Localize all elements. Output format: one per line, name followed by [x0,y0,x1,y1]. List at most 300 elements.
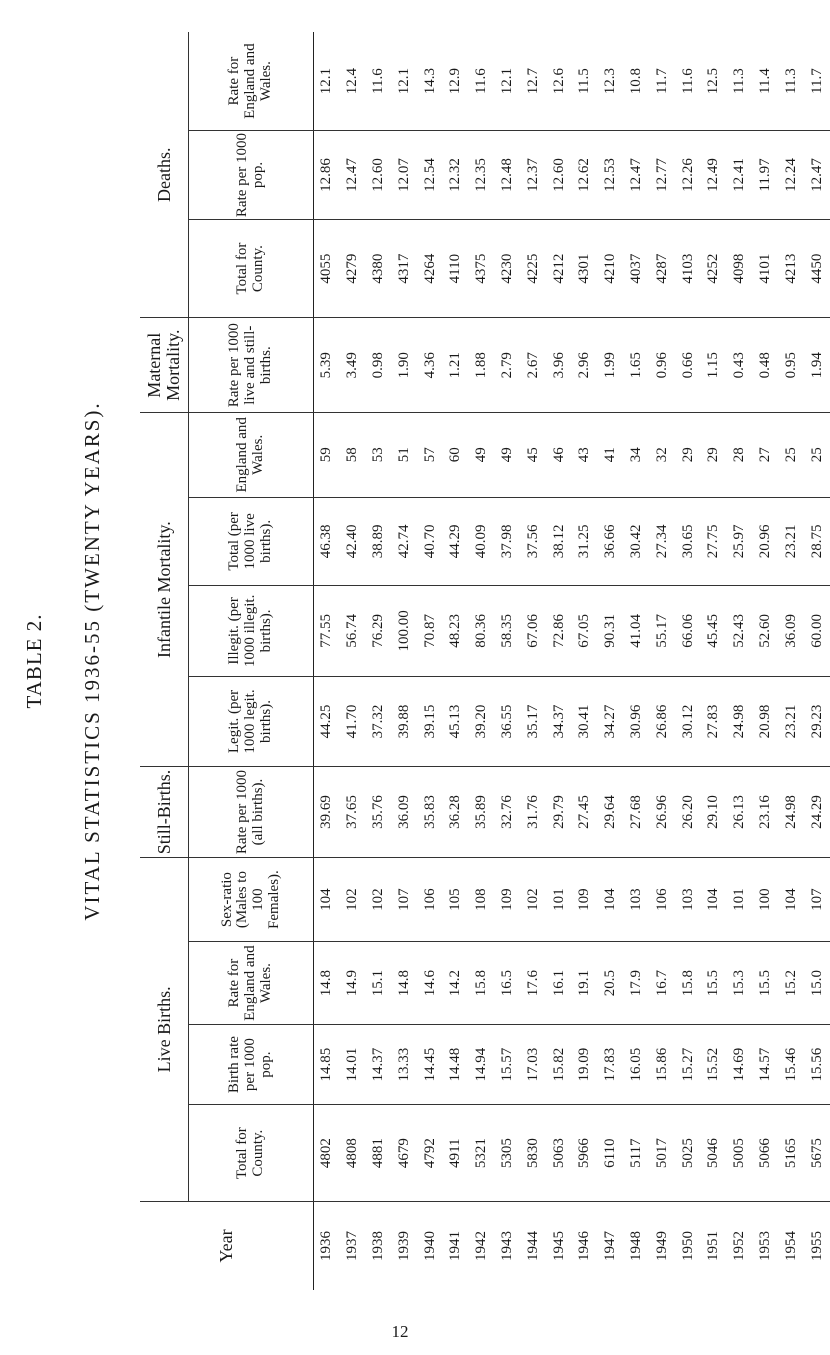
table-cell: 13.33 [391,1024,417,1105]
table-cell: 0.66 [675,318,701,413]
table-cell: 4264 [417,219,443,318]
table-cell: 23.21 [778,497,804,586]
table-cell: 23.21 [778,676,804,767]
table-cell: 12.60 [366,131,392,220]
table-cell: 15.5 [701,942,727,1025]
table-cell: 70.87 [417,586,443,677]
table-cell: 11.3 [727,32,753,131]
table-cell: 30.42 [624,497,650,586]
table-cell: 14.9 [340,942,366,1025]
table-cell: 4110 [443,219,469,318]
table-cell: 56.74 [340,586,366,677]
table-cell: 16.7 [649,942,675,1025]
table-cell: 16.05 [624,1024,650,1105]
header-birth-rate: Birth rate per 1000 pop. [189,1024,314,1105]
table-cell: 14.94 [469,1024,495,1105]
table-cell: 12.86 [314,131,340,220]
table-cell: 4287 [649,219,675,318]
table-cell: 12.07 [391,131,417,220]
table-row [314,32,340,1290]
year-cell: 1939 [395,1230,412,1261]
table-cell: 57 [417,413,443,498]
table-cell: 103 [624,857,650,942]
table-cell: 14.8 [314,942,340,1025]
table-cell: 25 [804,413,830,498]
year-cell: 1950 [679,1230,696,1261]
table-cell: 12.41 [727,131,753,220]
table-cell: 12.47 [804,131,830,220]
table-cell: 15.82 [546,1024,572,1105]
group-maternal-mortality: Maternal Mortality. [140,318,189,413]
table-cell: 66.06 [675,586,701,677]
table-cell: 34.37 [546,676,572,767]
table-row [417,32,443,1290]
header-year: Year [216,1229,237,1263]
table-cell: 58.35 [495,586,521,677]
table-cell: 39.88 [391,676,417,767]
table-cell: 52.43 [727,586,753,677]
table-cell: 4679 [391,1105,417,1202]
table-cell: 44.29 [443,497,469,586]
table-cell: 28.75 [804,497,830,586]
table-cell: 4802 [314,1105,340,1202]
vital-statistics-table [140,32,830,1290]
table-cell: 15.0 [804,942,830,1025]
table-cell: 4380 [366,219,392,318]
table-cell: 15.52 [701,1024,727,1105]
table-cell: 14.2 [443,942,469,1025]
table-cell: 1.90 [391,318,417,413]
table-row [804,32,830,1290]
table-cell: 38.12 [546,497,572,586]
table-cell: 12.1 [314,32,340,131]
table-cell: 67.05 [572,586,598,677]
header-legit: Legit. (per 1000 legit. births). [189,676,314,767]
table-cell: 19.09 [572,1024,598,1105]
table-cell: 4.36 [417,318,443,413]
table-row [443,32,469,1290]
table-cell: 2.79 [495,318,521,413]
year-cell: 1952 [731,1230,748,1261]
table-cell: 15.8 [675,942,701,1025]
table-cell: 4037 [624,219,650,318]
table-cell: 14.85 [314,1024,340,1105]
table-cell: 12.60 [546,131,572,220]
table-cell: 4911 [443,1105,469,1202]
table-row [391,32,417,1290]
table-cell: 5830 [520,1105,546,1202]
table-cell: 27.83 [701,676,727,767]
table-row [340,32,366,1290]
group-deaths: Deaths. [140,32,189,318]
table-cell: 12.32 [443,131,469,220]
year-cell: 1947 [602,1230,619,1261]
table-row [520,32,546,1290]
table-cell: 67.06 [520,586,546,677]
table-cell: 30.96 [624,676,650,767]
table-cell: 36.66 [598,497,624,586]
table-cell: 15.8 [469,942,495,1025]
table-cell: 105 [443,857,469,942]
year-cell: 1945 [550,1230,567,1261]
year-cell: 1951 [705,1230,722,1261]
table-cell: 4317 [391,219,417,318]
table-cell: 59 [314,413,340,498]
table-cell: 4210 [598,219,624,318]
table-cell: 49 [469,413,495,498]
table-cell: 52.60 [753,586,779,677]
table-cell: 76.29 [366,586,392,677]
table-cell: 27.75 [701,497,727,586]
table-cell: 5321 [469,1105,495,1202]
table-cell: 101 [727,857,753,942]
year-cell: 1943 [498,1230,515,1261]
table-cell: 5165 [778,1105,804,1202]
group-still-births: Still-Births. [140,767,189,858]
table-cell: 34.27 [598,676,624,767]
table-cell: 5063 [546,1105,572,1202]
table-cell: 35.76 [366,767,392,858]
table-cell: 14.69 [727,1024,753,1105]
group-live-births: Live Births. [140,857,189,1201]
table-cell: 53 [366,413,392,498]
table-cell: 51 [391,413,417,498]
table-cell: 11.4 [753,32,779,131]
table-row [778,32,804,1290]
table-cell: 14.45 [417,1024,443,1105]
table-cell: 27 [753,413,779,498]
table-cell: 30.12 [675,676,701,767]
table-cell: 102 [366,857,392,942]
table-cell: 1.15 [701,318,727,413]
table-cell: 38.89 [366,497,392,586]
table-cell: 42.74 [391,497,417,586]
table-cell: 45.45 [701,586,727,677]
table-cell: 4301 [572,219,598,318]
page-title: TABLE 2. [22,613,46,709]
table-cell: 23.16 [753,767,779,858]
table-cell: 19.1 [572,942,598,1025]
table-cell: 34 [624,413,650,498]
table-cell: 12.6 [546,32,572,131]
table-cell: 25 [778,413,804,498]
table-cell: 5966 [572,1105,598,1202]
table-row [572,32,598,1290]
header-sex-ratio: Sex-ratio (Males to 100 Females). [189,857,314,942]
header-still-birth-rate: Rate per 1000 (all births). [189,767,314,858]
table-cell: 29 [675,413,701,498]
table-cell: 39.69 [314,767,340,858]
table-cell: 36.09 [778,586,804,677]
table-cell: 17.6 [520,942,546,1025]
table-cell: 14.3 [417,32,443,131]
table-cell: 14.01 [340,1024,366,1105]
table-cell: 104 [314,857,340,942]
year-cell: 1942 [473,1230,490,1261]
table-cell: 72.86 [546,586,572,677]
table-cell: 4212 [546,219,572,318]
year-cell: 1946 [576,1230,593,1261]
table-cell: 37.56 [520,497,546,586]
table-cell: 0.98 [366,318,392,413]
table-cell: 30.41 [572,676,598,767]
table-cell: 106 [417,857,443,942]
year-cell: 1944 [524,1230,541,1261]
table-cell: 107 [391,857,417,942]
header-infant-england-wales: England and Wales. [189,413,314,498]
table-row [753,32,779,1290]
table-cell: 14.37 [366,1024,392,1105]
table-cell: 77.55 [314,586,340,677]
table-cell: 35.17 [520,676,546,767]
table-cell: 101 [546,857,572,942]
table-cell: 35.89 [469,767,495,858]
table-cell: 4450 [804,219,830,318]
table-cell: 32 [649,413,675,498]
table-cell: 12.53 [598,131,624,220]
table-cell: 12.62 [572,131,598,220]
table-cell: 20.96 [753,497,779,586]
table-cell: 36.09 [391,767,417,858]
year-cell: 1936 [318,1230,335,1261]
table-cell: 43 [572,413,598,498]
table-cell: 0.95 [778,318,804,413]
header-illegit: Illegit. (per 1000 illegit. births). [189,586,314,677]
table-cell: 5117 [624,1105,650,1202]
table-cell: 27.45 [572,767,598,858]
table-cell: 40.70 [417,497,443,586]
table-cell: 109 [572,857,598,942]
table-row [546,32,572,1290]
year-cell: 1953 [756,1230,773,1261]
table-cell: 48.23 [443,586,469,677]
table-cell: 106 [649,857,675,942]
table-cell: 4098 [727,219,753,318]
table-cell: 26.96 [649,767,675,858]
table-cell: 16.1 [546,942,572,1025]
table-cell: 24.29 [804,767,830,858]
header-infant-total: Total (per 1000 live births). [189,497,314,586]
table-cell: 15.27 [675,1024,701,1105]
table-cell: 29.10 [701,767,727,858]
table-cell: 4101 [753,219,779,318]
table-cell: 5017 [649,1105,675,1202]
table-cell: 39.15 [417,676,443,767]
table-cell: 12.24 [778,131,804,220]
header-maternal-rate: Rate per 1000 live and still-births. [189,318,314,413]
rotated-table-page [22,32,825,1290]
table-cell: 4808 [340,1105,366,1202]
table-cell: 1.99 [598,318,624,413]
table-cell: 11.97 [753,131,779,220]
table-cell: 45.13 [443,676,469,767]
table-cell: 2.96 [572,318,598,413]
header-deaths-total: Total for County. [189,219,314,318]
table-row [727,32,753,1290]
table-cell: 100 [753,857,779,942]
table-cell: 104 [701,857,727,942]
table-cell: 29.79 [546,767,572,858]
table-cell: 108 [469,857,495,942]
table-cell: 10.8 [624,32,650,131]
table-cell: 24.98 [778,767,804,858]
table-cell: 11.6 [366,32,392,131]
table-cell: 17.03 [520,1024,546,1105]
table-cell: 12.26 [675,131,701,220]
table-cell: 12.7 [520,32,546,131]
table-cell: 0.96 [649,318,675,413]
table-cell: 5025 [675,1105,701,1202]
table-cell: 104 [598,857,624,942]
table-cell: 26.86 [649,676,675,767]
table-cell: 25.97 [727,497,753,586]
table-cell: 45 [520,413,546,498]
table-cell: 12.47 [624,131,650,220]
table-cell: 32.76 [495,767,521,858]
table-cell: 60 [443,413,469,498]
table-cell: 37.65 [340,767,366,858]
table-cell: 12.47 [340,131,366,220]
table-cell: 1.88 [469,318,495,413]
table-cell: 12.5 [701,32,727,131]
table-cell: 12.35 [469,131,495,220]
table-cell: 31.25 [572,497,598,586]
table-cell: 4213 [778,219,804,318]
table-cell: 0.43 [727,318,753,413]
table-cell: 15.5 [753,942,779,1025]
table-cell: 37.98 [495,497,521,586]
table-cell: 3.96 [546,318,572,413]
table-row [598,32,624,1290]
table-body [314,32,830,1290]
table-cell: 29 [701,413,727,498]
table-cell: 15.57 [495,1024,521,1105]
table-cell: 27.34 [649,497,675,586]
table-cell: 15.56 [804,1024,830,1105]
table-cell: 37.32 [366,676,392,767]
table-cell: 11.3 [778,32,804,131]
table-cell: 36.55 [495,676,521,767]
table-cell: 12.77 [649,131,675,220]
table-cell: 100.00 [391,586,417,677]
year-cell: 1940 [421,1230,438,1261]
page-number: 12 [391,1322,409,1341]
table-cell: 11.6 [469,32,495,131]
header-births-england-wales: Rate for England and Wales. [189,942,314,1025]
table-cell: 80.36 [469,586,495,677]
table-cell: 12.49 [701,131,727,220]
year-cell: 1937 [344,1230,361,1261]
table-cell: 5305 [495,1105,521,1202]
table-cell: 20.98 [753,676,779,767]
table-cell: 4103 [675,219,701,318]
table-cell: 11.7 [649,32,675,131]
table-cell: 12.4 [340,32,366,131]
table-cell: 46.38 [314,497,340,586]
table-cell: 58 [340,413,366,498]
table-cell: 26.20 [675,767,701,858]
table-cell: 1.21 [443,318,469,413]
table-cell: 41.04 [624,586,650,677]
table-cell: 40.09 [469,497,495,586]
table-cell: 15.86 [649,1024,675,1105]
table-cell: 4375 [469,219,495,318]
table-cell: 4792 [417,1105,443,1202]
table-row [649,32,675,1290]
table-cell: 90.31 [598,586,624,677]
table-cell: 1.65 [624,318,650,413]
table-cell: 103 [675,857,701,942]
table-cell: 2.67 [520,318,546,413]
table-cell: 0.48 [753,318,779,413]
table-cell: 5066 [753,1105,779,1202]
table-cell: 11.7 [804,32,830,131]
table-cell: 12.3 [598,32,624,131]
table-cell: 4230 [495,219,521,318]
table-cell: 15.46 [778,1024,804,1105]
table-cell: 1.94 [804,318,830,413]
year-cell: 1955 [808,1230,825,1261]
table-cell: 109 [495,857,521,942]
table-cell: 4252 [701,219,727,318]
table-cell: 11.5 [572,32,598,131]
table-cell: 27.68 [624,767,650,858]
table-cell: 42.40 [340,497,366,586]
table-cell: 15.2 [778,942,804,1025]
table-cell: 55.17 [649,586,675,677]
group-infantile-mortality: Infantile Mortality. [140,413,189,767]
table-cell: 24.98 [727,676,753,767]
table-cell: 17.9 [624,942,650,1025]
table-cell: 6110 [598,1105,624,1202]
year-cell: 1941 [447,1230,464,1261]
table-cell: 31.76 [520,767,546,858]
table-cell: 104 [778,857,804,942]
year-cell: 1938 [369,1230,386,1261]
table-cell: 35.83 [417,767,443,858]
table-cell: 5675 [804,1105,830,1202]
table-cell: 15.1 [366,942,392,1025]
table-cell: 14.48 [443,1024,469,1105]
table-cell: 107 [804,857,830,942]
table-cell: 5.39 [314,318,340,413]
table-cell: 3.49 [340,318,366,413]
table-cell: 5005 [727,1105,753,1202]
table-row [624,32,650,1290]
table-row [675,32,701,1290]
table-cell: 16.5 [495,942,521,1025]
table-cell: 60.00 [804,586,830,677]
table-cell: 102 [520,857,546,942]
table-cell: 29.23 [804,676,830,767]
year-cell: 1948 [627,1230,644,1261]
header-deaths-england-wales: Rate for England and Wales. [189,32,314,131]
table-cell: 26.13 [727,767,753,858]
table-cell: 4881 [366,1105,392,1202]
table-cell: 46 [546,413,572,498]
table-row [495,32,521,1290]
table-cell: 49 [495,413,521,498]
header-births-total: Total for County. [189,1105,314,1202]
year-cell: 1949 [653,1230,670,1261]
table-cell: 36.28 [443,767,469,858]
table-cell: 17.83 [598,1024,624,1105]
table-cell: 14.8 [391,942,417,1025]
table-cell: 39.20 [469,676,495,767]
table-row [701,32,727,1290]
table-cell: 4279 [340,219,366,318]
table-cell: 102 [340,857,366,942]
